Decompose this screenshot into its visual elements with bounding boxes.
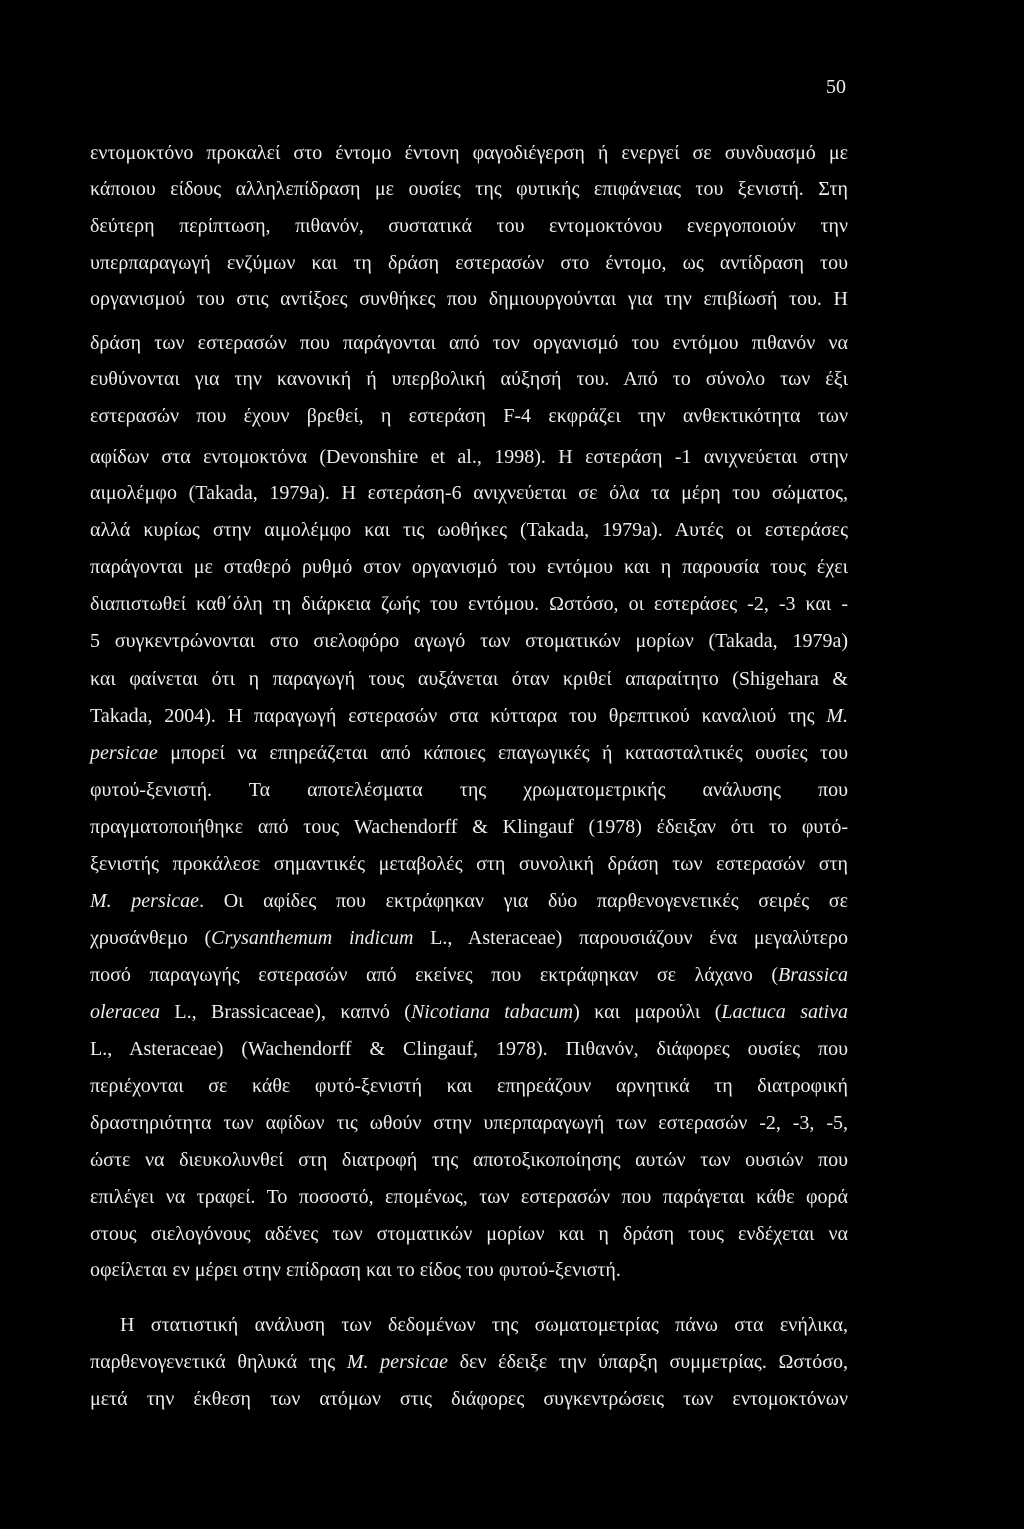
text-line: δράση των εστερασών που παράγονται από τον οργανισμό του εντόμου πιθανόν να [90, 332, 848, 354]
text-line: υπερπαραγωγή ενζύμων και τη δράση εστερασών στο έντομο, ως αντίδραση του [90, 252, 848, 274]
text-line: L., Asteraceae) (Wachendorff & Clingauf, 1978). Πιθανόν, διάφορες ουσίες που [90, 1038, 848, 1060]
text-line: στους σιελογόνους αδένες των στοματικών μορίων και η δράση τους ενδέχεται να [90, 1223, 848, 1245]
italic-taxon-name: M. persicae [90, 890, 200, 912]
text-segment: . Οι αφίδες που εκτράφηκαν για δύο παρθενογενετικές σειρές σε [199, 890, 848, 912]
text-line: αφίδων στα εντομοκτόνα (Devonshire et al., 1998). Η εστεράση -1 ανιχνεύεται στην [90, 446, 848, 468]
text-line: οργανισμού του στις αντίξοες συνθήκες που δημιουργούνται για την επιβίωσή του. Η [90, 288, 848, 310]
text-line: 5 συγκεντρώνονται στο σιελοφόρο αγωγό των στοματικών μορίων (Takada, 1979a) [90, 630, 848, 652]
text-line: επιλέγει να τραφεί. Το ποσοστό, επομένως, των εστερασών που παράγεται κάθε φορά [90, 1186, 848, 1208]
text-line [90, 888, 848, 914]
page-number: 50 [826, 76, 846, 98]
text-segment: Takada, 2004). Η παραγωγή εστερασών στα κύτταρα του θρεπτικού καναλιού της [90, 705, 827, 727]
text-line [90, 962, 848, 988]
text-line [90, 925, 848, 951]
italic-taxon-name: persicae [90, 742, 158, 764]
text-segment: μπορεί να επηρεάζεται από κάποιες επαγωγικές ή κατασταλτικές ουσίες του [157, 742, 848, 764]
italic-taxon-name: oleracea [90, 1001, 160, 1023]
italic-taxon-name: Crysanthemum indicum [211, 927, 414, 949]
text-line: διαπιστωθεί καθ΄όλη τη διάρκεια ζωής του εντόμου. Ωστόσο, οι εστεράσες -2, -3 και - [90, 593, 848, 615]
text-line [90, 1349, 848, 1375]
text-segment: δεν έδειξε την ύπαρξη συμμετρίας. Ωστόσο, [447, 1351, 848, 1373]
text-line: περιέχονται σε κάθε φυτό-ξενιστή και επηρεάζουν αρνητικά τη διατροφική [90, 1075, 848, 1097]
text-line: μετά την έκθεση των ατόμων στις διάφορες συγκεντρώσεις των εντομοκτόνων [90, 1388, 848, 1410]
text-line: ξενιστής προκάλεσε σημαντικές μεταβολές στη συνολική δράση των εστερασών στη [90, 853, 848, 875]
text-line [90, 740, 848, 766]
text-line: ώστε να διευκολυνθεί στη διατροφή της αποτοξικοποίησης αυτών των ουσιών που [90, 1149, 848, 1171]
text-segment: ποσό παραγωγής εστερασών από εκείνες που εκτράφηκαν σε λάχανο ( [90, 964, 778, 986]
text-line: αλλά κυρίως στην αιμολέμφο και τις ωοθήκες (Takada, 1979a). Αυτές οι εστεράσες [90, 519, 848, 541]
text-segment: χρυσάνθεμο ( [90, 927, 212, 949]
text-segment: παρθενογενετικά θηλυκά της [90, 1351, 347, 1373]
text-line: κάποιου είδους αλληλεπίδραση με ουσίες της φυτικής επιφάνειας του ξενιστή. Στη [90, 178, 848, 200]
italic-taxon-name: Lactuca sativa [721, 1001, 848, 1023]
text-line: εστερασών που έχουν βρεθεί, η εστεράση F-4 εκφράζει την ανθεκτικότητα των [90, 405, 848, 427]
text-line: και φαίνεται ότι η παραγωγή τους αυξάνεται όταν κριθεί απαραίτητο (Shigehara & [90, 668, 848, 690]
text-line-paragraph-end: οφείλεται εν μέρει στην επίδραση και το είδος του φυτού-ξενιστή. [90, 1259, 621, 1281]
text-line: φυτού-ξενιστή. Τα αποτελέσματα της χρωματομετρικής ανάλυσης που [90, 779, 848, 801]
text-line: αιμολέμφο (Takada, 1979a). Η εστεράση-6 ανιχνεύεται σε όλα τα μέρη του σώματος, [90, 482, 848, 504]
text-segment: L., Asteraceae) παρουσιάζουν ένα μεγαλύτερο [413, 927, 848, 949]
italic-taxon-name: M. persicae [346, 1351, 448, 1373]
text-segment: ) και μαρούλι ( [573, 1001, 722, 1023]
italic-taxon-name: M. [826, 705, 848, 727]
text-line: εντομοκτόνο προκαλεί στο έντομο έντονη φαγοδιέγερση ή ενεργεί σε συνδυασμό με [90, 142, 848, 164]
italic-taxon-name: Brassica [778, 964, 848, 986]
text-line: δραστηριότητα των αφίδων τις ωθούν στην υπερπαραγωγή των εστερασών -2, -3, -5, [90, 1112, 848, 1134]
text-line [90, 999, 848, 1025]
text-segment: L., Brassicaceae), καπνό ( [159, 1001, 411, 1023]
text-line: ευθύνονται για την κανονική ή υπερβολική αύξησή του. Από το σύνολο των έξι [90, 368, 848, 390]
text-line: πραγματοποιήθηκε από τους Wachendorff & Klingauf (1978) έδειξαν ότι το φυτό- [90, 816, 848, 838]
text-line: παράγονται με σταθερό ρυθμό στον οργανισμό του εντόμου και η παρουσία τους έχει [90, 556, 848, 578]
text-line: δεύτερη περίπτωση, πιθανόν, συστατικά του εντομοκτόνου ενεργοποιούν την [90, 215, 848, 237]
italic-taxon-name: Nicotiana tabacum [410, 1001, 574, 1023]
text-line [90, 703, 848, 729]
text-line-paragraph-start: Η στατιστική ανάλυση των δεδομένων της σωματομετρίας πάνω στα ενήλικα, [120, 1314, 848, 1336]
